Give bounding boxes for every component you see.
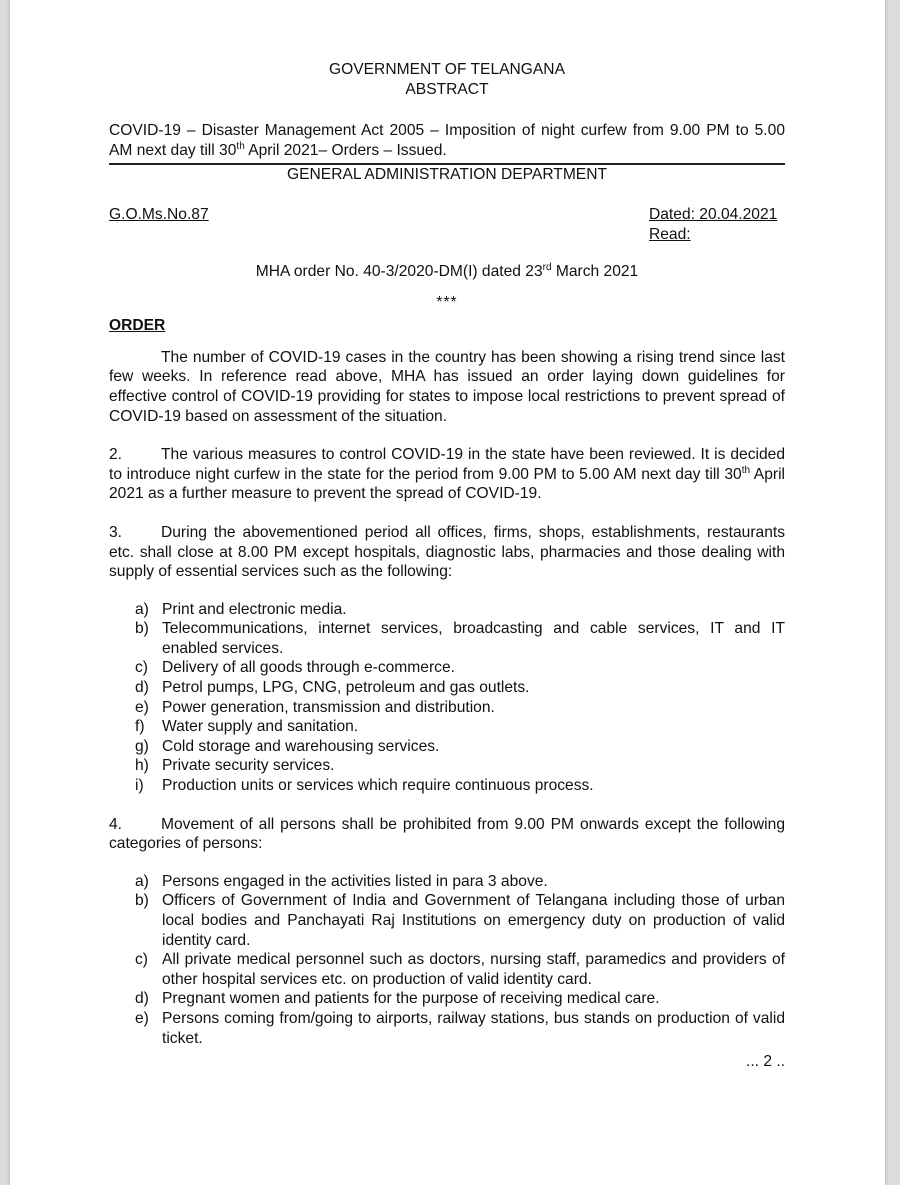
essential-services-list [109,600,785,796]
list-item-text: Persons coming from/going to airports, railway stations, bus stands on production of valid ticket. [162,1009,785,1047]
paragraph-3 [109,523,785,582]
list-item [109,872,785,892]
list-item [109,619,785,658]
reference-text-1: MHA order No. 40-3/2020-DM(I) dated 23 [255,262,543,280]
document-page [10,0,885,1185]
dated-block [649,205,785,244]
paragraph-4 [109,815,785,854]
separator-stars: *** [436,293,458,311]
list-item-text: Production units or services which require continuous process. [162,777,594,795]
subject-sup: th [236,140,245,152]
list-item-text: Delivery of all goods through e-commerce. [162,659,455,677]
list-item-text: Print and electronic media. [162,600,347,618]
order-heading: ORDER [109,317,166,335]
list-marker: a) [135,872,149,890]
list-item-text: All private medical personnel such as doctors, nursing staff, paramedics and providers of other hospital services etc. on production of valid identity card. [162,951,785,988]
subject-text-2: April 2021– Orders – Issued. [244,141,447,159]
list-item-text: Cold storage and warehousing services. [162,737,440,755]
page-continuation: ... 2 .. [746,1053,785,1071]
reference-text-2: March 2021 [551,262,639,280]
list-marker: e) [135,1009,149,1027]
list-item-text: Officers of Government of India and Government of Telangana including those of urban local bodies and Panchayati Raj Institutions on emergency duty on production of valid identity card. [162,892,785,949]
list-marker: e) [135,698,149,716]
list-item-text: Water supply and sanitation. [162,718,359,736]
subject-text-1: COVID-19 – Disaster Management Act 2005 – Imposition of night curfew from 9.00 PM to 5.00 AM next day till 30 [109,122,785,159]
document-content [109,60,785,1072]
list-item [109,1009,785,1048]
paragraph-4-text: Movement of all persons shall be prohibited from 9.00 PM onwards except the following categories of persons: [109,815,785,853]
paragraph-3-number: 3. [109,523,123,541]
department-title: GENERAL ADMINISTRATION DEPARTMENT [287,166,607,184]
list-marker: h) [135,757,149,775]
list-item-text: Pregnant women and patients for the purpose of receiving medical care. [162,990,660,1008]
list-item-text: Petrol pumps, LPG, CNG, petroleum and gas outlets. [162,679,530,697]
list-item-text: Telecommunications, internet services, broadcasting and cable services, IT and IT enabled services. [162,620,785,657]
list-marker: b) [135,620,149,638]
abstract-title: ABSTRACT [405,80,489,98]
list-item [109,658,785,678]
paragraph-3-text: During the abovementioned period all offices, firms, shops, establishments, restaurants etc. shall close at 8.00 PM except hospitals, diagnostic labs, pharmacies and those dealing with supply of essential services such as the following: [109,523,785,581]
paragraph-4-number: 4. [109,815,123,833]
list-marker: f) [135,718,145,736]
read-label: Read: [649,225,691,243]
list-item [109,950,785,989]
list-marker: g) [135,737,149,755]
exempted-persons-list [109,872,785,1048]
list-item-text: Power generation, transmission and distribution. [162,698,495,716]
list-marker: i) [135,777,144,795]
reference-line [109,262,785,282]
government-title: GOVERNMENT OF TELANGANA [329,61,565,78]
list-item [109,776,785,796]
list-marker: c) [135,951,148,969]
dated-text: Dated: 20.04.2021 [649,205,778,223]
list-item [109,756,785,776]
paragraph-1: The number of COVID-19 cases in the country has been showing a rising trend since last few weeks. In reference read above, MHA has issued an order laying down guidelines for effective control of COVID-19 providing for states to impose local restrictions to prevent spread of COVID-19 based on assessment of the situation. [109,348,785,425]
paragraph-2-sup: th [741,464,751,476]
list-marker: a) [135,600,149,618]
paragraph-2-number: 2. [109,446,123,464]
list-item [109,678,785,698]
list-item [109,600,785,620]
list-item [109,989,785,1009]
paragraph-2-text-2: April 2021 as a further measure to prevent the spread of COVID-19. [109,465,786,503]
list-marker: d) [135,990,149,1008]
go-number: G.O.Ms.No.87 [109,205,209,223]
list-item [109,717,785,737]
list-marker: d) [135,679,149,697]
list-item [109,891,785,950]
paragraph-2 [109,445,785,504]
list-marker: b) [135,892,149,910]
list-marker: c) [135,659,148,677]
paragraph-2-text-1: The various measures to control COVID-19 in the state have been reviewed. It is decided to introduce night curfew in the state for the period from 9.00 PM to 5.00 AM next day till 30 [109,446,785,483]
subject-line [109,121,785,165]
reference-sup: rd [542,261,552,273]
list-item [109,737,785,757]
list-item-text: Private security services. [162,757,335,775]
list-item-text: Persons engaged in the activities listed in para 3 above. [162,872,548,890]
list-item [109,698,785,718]
go-row [109,205,785,245]
